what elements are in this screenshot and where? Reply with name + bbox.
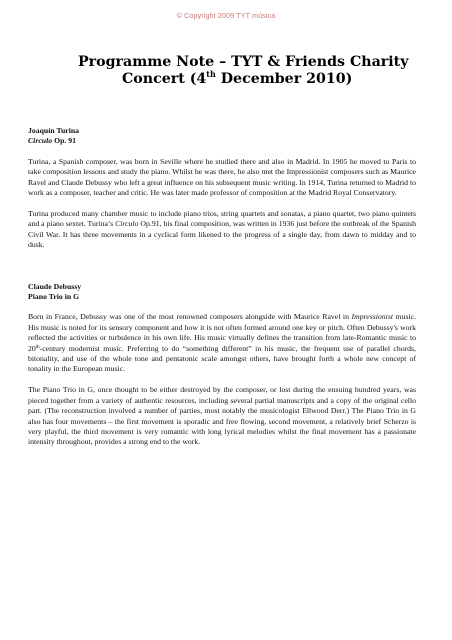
programme-note-body (28, 126, 416, 448)
turina-work-heading (28, 136, 416, 146)
turina-work-title: Circulo (28, 136, 53, 146)
page-title (78, 54, 418, 88)
copyright-notice: © Copyright 2009 TYT música (176, 11, 276, 20)
debussy-paragraph-2: The Piano Trio in G, once thought to be either destroyed by the composer, or lost during the ensuing hundred years, was pieced together from a variety of authentic resources, including several partial manuscripts and a copy of the original cello part. (The reconstruction involved a number of parties, most notably the musicologist Ellwood Derr.) The Piano Trio in G also has four movements – the first movement is sporadic and free flowing, second movement, a relatively brief Scherzo is very playful, the third movement is very romantic with long lyrical melodies whilst the final movement has a passionate intensity throughout, provides a strong end to the work. (28, 385, 416, 447)
title-line-2-end: December 2010) (215, 71, 353, 87)
debussy-paragraph-1-start: Born in France, Debussy was one of the most renowned composers alongside with Maurice Ravel in (28, 312, 352, 322)
debussy-work-heading: Piano Trio in G (28, 291, 80, 301)
title-ordinal-suffix: th (206, 69, 216, 79)
title-line-2 (78, 71, 418, 88)
debussy-paragraph-1-italic: Impressionist (351, 312, 393, 322)
turina-work-opus: Op. 91 (52, 136, 77, 146)
debussy-composer-heading: Claude Debussy (28, 281, 82, 291)
debussy-paragraph-1-middle: music. His music is noted for its sensory component and how it is not often formed around one key or pitch. Often Debussy's work reflected the activities or turbulence in his own life. His music virtually defines the transition from late-Romantic music to 20 (28, 312, 417, 353)
turina-paragraph-1: Turina, a Spanish composer, was born in Seville where he studied there and also in Madrid. In 1905 he moved to Paris to take composition lessons and study the piano. Whilst he was there, he also met the Impressionist composers such as Maurice Ravel and Claude Debussy who left a great influence on his subsequent music writing. In 1914, Turina returned to Madrid to work as a composer, teacher and critic. He was later made professor of composition at the Madrid Royal Conservatory. (28, 156, 416, 198)
debussy-century-suffix: th (35, 344, 40, 350)
turina-paragraph-2-start: Turina produced many chamber music to include piano trios, string quartets and sonatas, a piano quartet, two piano quintets and a piano sextet. Turina’s (28, 208, 416, 229)
turina-composer-heading: Joaquín Turina (28, 126, 80, 135)
turina-paragraph-2 (28, 209, 416, 251)
debussy-paragraph-1 (28, 312, 416, 374)
turina-paragraph-2-end: Op.91, his final composition, was written in 1936 just before the outbreak of the Spanish Civil War. It has three movements in a cyclical form likened to the progress of a single day, from dawn to midday and to dusk. (28, 219, 416, 250)
title-line-1: Programme Note – TYT & Friends Charity (78, 54, 409, 70)
title-line-2-start: Concert (4 (122, 71, 207, 87)
turina-paragraph-2-italic: Circulo (115, 219, 139, 229)
debussy-paragraph-1-end: -century modernist music. Preferring to do “something different” in his music, the frequent use of parallel chords, bitonality, and use of the whole tone and pentatonic scale amongst others, have brought forth a whole new concept of tonality in the European music. (28, 343, 416, 374)
